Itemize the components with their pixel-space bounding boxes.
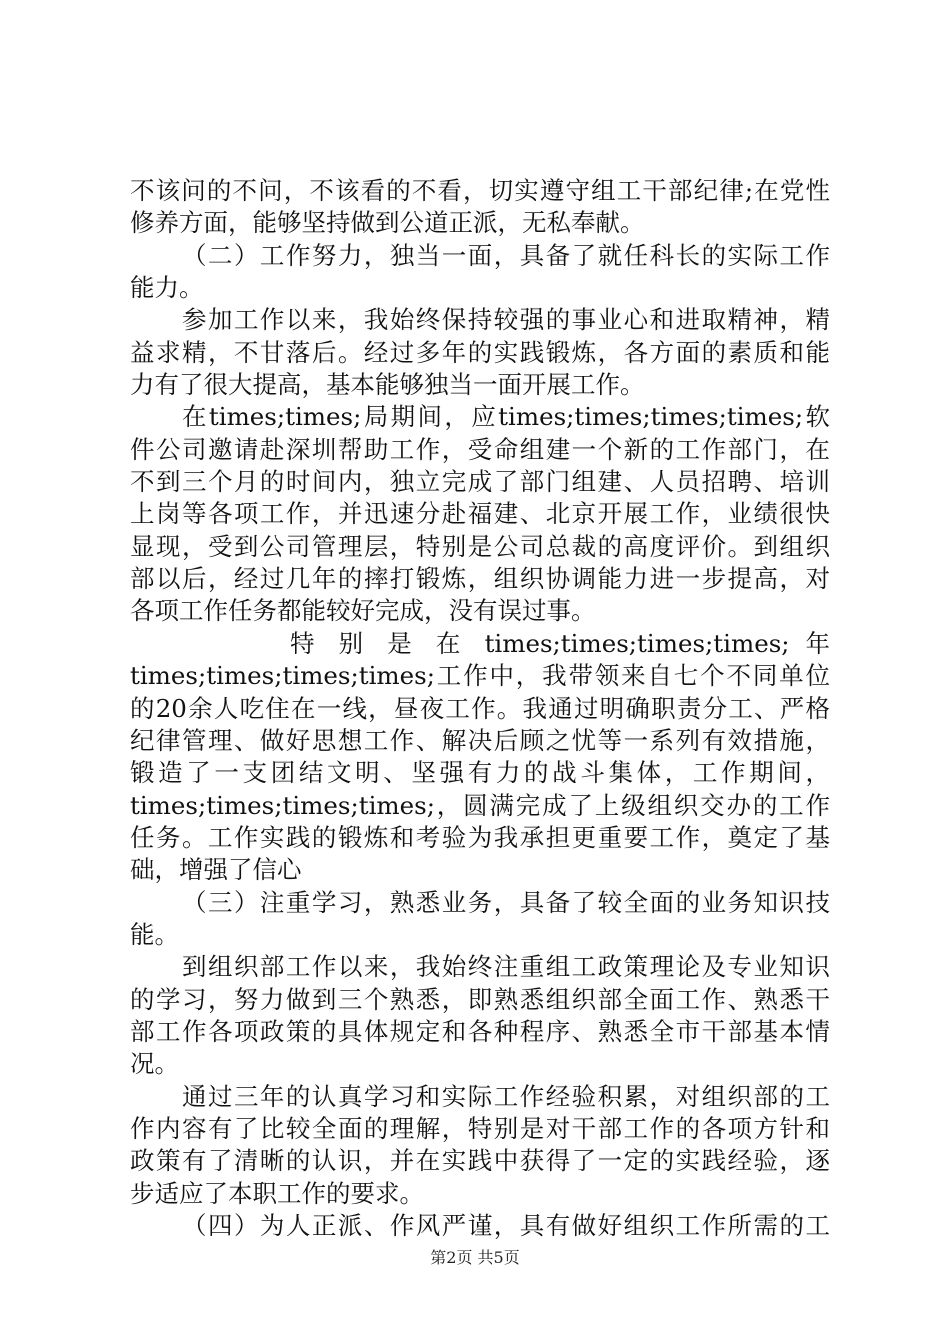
text-line: 锻造了一支团结文明、坚强有力的战斗集体，工作期间， xyxy=(130,758,830,788)
text-line: 础，增强了信心 xyxy=(130,855,302,885)
text-line: 步适应了本职工作的要求。 xyxy=(130,1178,424,1208)
text-line: 不该问的不问，不该看的不看，切实遵守组工干部纪律;在党性 xyxy=(130,176,830,205)
document-body xyxy=(130,175,830,1242)
section-heading: （四）为人正派、作风严谨，具有做好组织工作所需的工 xyxy=(182,1211,830,1240)
page-number-footer: 第2页 共5页 xyxy=(430,1248,520,1267)
text-line: 况。 xyxy=(130,1049,179,1079)
text-line: 纪律管理、做好思想工作、解决后顾之忧等一系列有效措施， xyxy=(130,725,830,755)
text-line: 任务。工作实践的锻炼和考验为我承担更重要工作，奠定了基 xyxy=(130,822,830,852)
text-line: 力有了很大提高，基本能够独当一面开展工作。 xyxy=(130,370,645,400)
text-line: 参加工作以来，我始终保持较强的事业心和进取精神，精 xyxy=(182,305,830,335)
text-line: 部以后，经过几年的摔打锻炼，组织协调能力进一步提高，对 xyxy=(130,564,830,594)
text-line: times;times;times;times;工作中，我带领来自七个不同单位 xyxy=(130,661,830,691)
section-heading-continued: 能力。 xyxy=(130,273,204,303)
text-line: 不到三个月的时间内，独立完成了部门组建、人员招聘、培训 xyxy=(130,467,830,497)
text-line: 在times;times;局期间，应times;times;times;times;软 xyxy=(182,402,830,432)
text-line: 特 别 是 在 times;times;times;times; 年 xyxy=(290,628,830,658)
text-line: 各项工作任务都能较好完成，没有误过事。 xyxy=(130,596,596,626)
text-line: 部工作各项政策的具体规定和各种程序、熟悉全市干部基本情 xyxy=(130,1016,830,1046)
text-line: 上岗等各项工作，并迅速分赴福建、北京开展工作，业绩很快 xyxy=(130,499,830,529)
text-line: 作内容有了比较全面的理解，特别是对干部工作的各项方针和 xyxy=(130,1113,830,1143)
text-line: 显现，受到公司管理层，特别是公司总裁的高度评价。到组织 xyxy=(130,531,830,561)
text-line: 件公司邀请赴深圳帮助工作，受命组建一个新的工作部门，在 xyxy=(130,434,830,464)
text-line: 政策有了清晰的认识，并在实践中获得了一定的实践经验，逐 xyxy=(130,1146,830,1176)
section-heading-continued: 能。 xyxy=(130,919,179,949)
text-line: 益求精，不甘落后。经过多年的实践锻炼，各方面的素质和能 xyxy=(130,337,830,367)
text-line: 的学习，努力做到三个熟悉，即熟悉组织部全面工作、熟悉干 xyxy=(130,984,830,1014)
text-line: 到组织部工作以来，我始终注重组工政策理论及专业知识 xyxy=(182,952,830,982)
text-line: 的20余人吃住在一线，昼夜工作。我通过明确职责分工、严格 xyxy=(130,693,830,723)
text-line: 修养方面，能够坚持做到公道正派，无私奉献。 xyxy=(130,208,645,238)
text-line: times;times;times;times;，圆满完成了上级组织交办的工作 xyxy=(130,790,830,820)
section-heading: （三）注重学习，熟悉业务，具备了较全面的业务知识技 xyxy=(182,887,830,917)
section-heading: （二）工作努力，独当一面，具备了就任科长的实际工作 xyxy=(182,240,830,270)
text-line: 通过三年的认真学习和实际工作经验积累，对组织部的工 xyxy=(182,1081,830,1111)
